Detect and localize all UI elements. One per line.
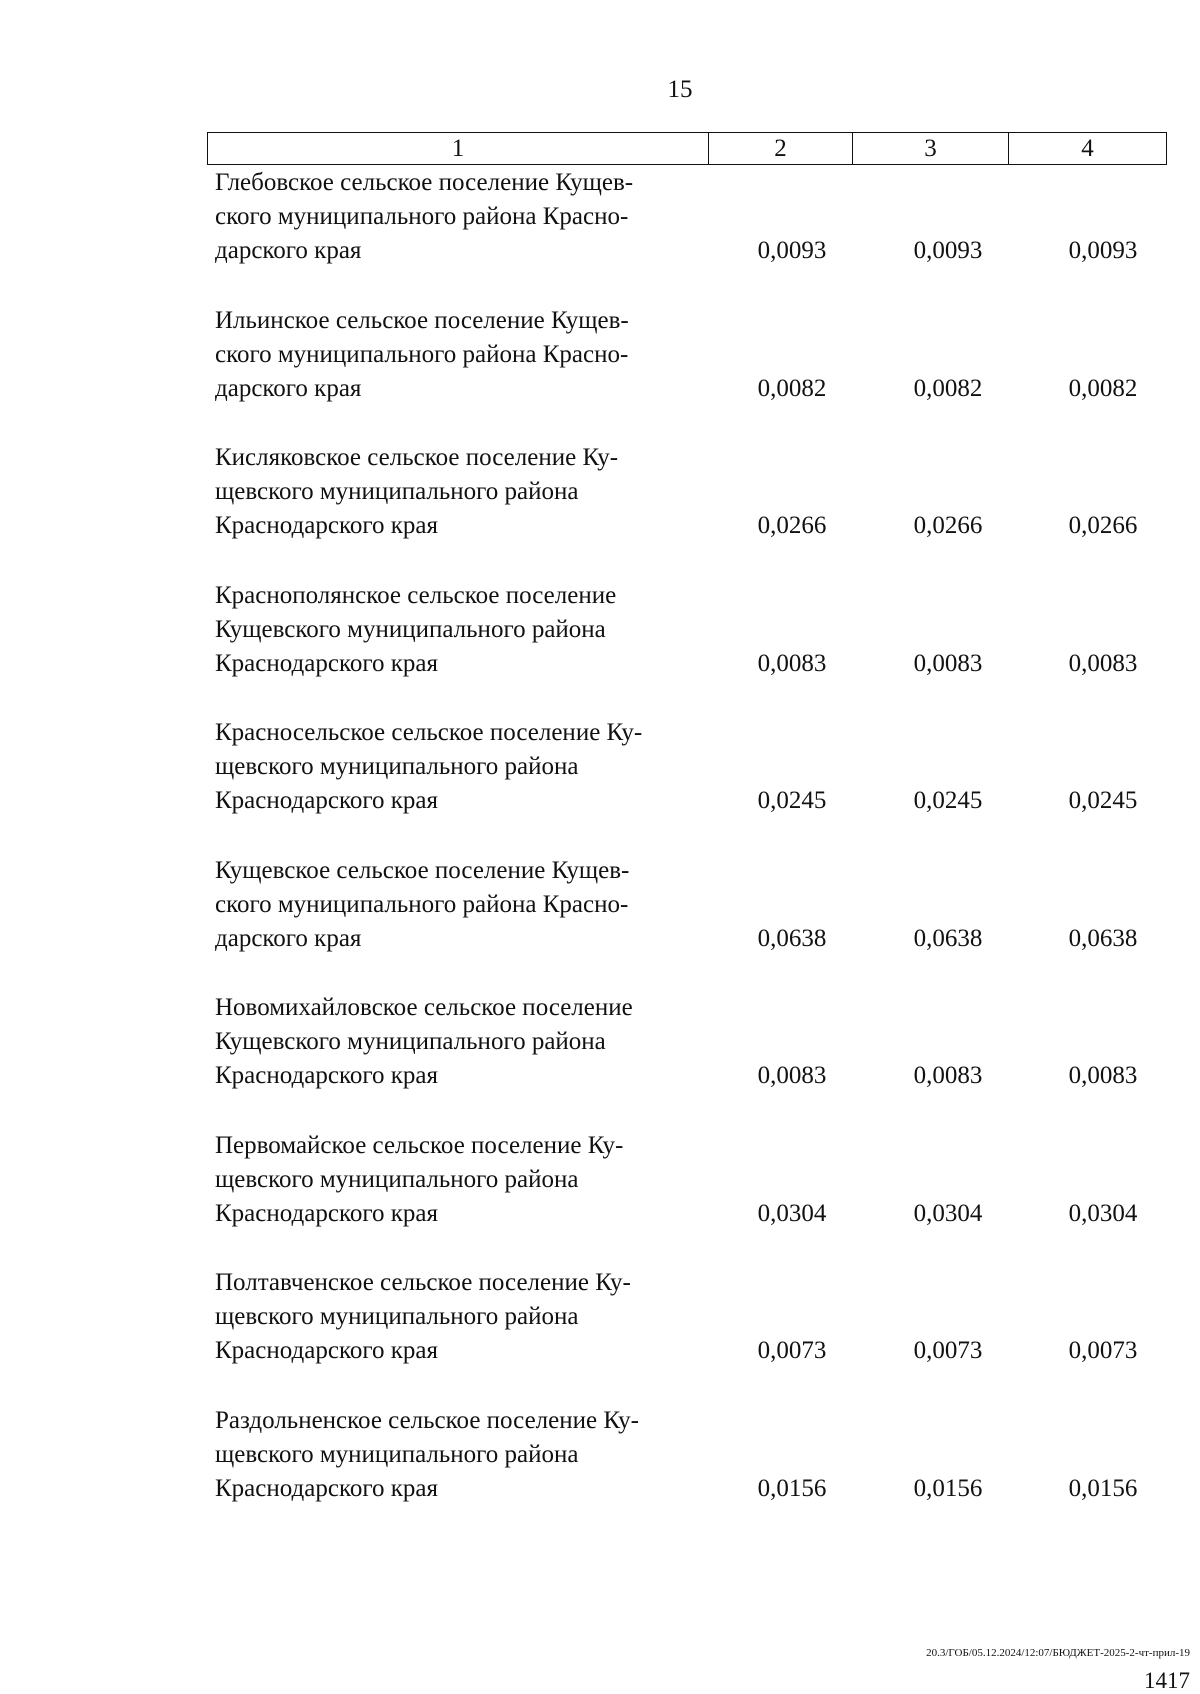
value-col-4: 0,0073 [1068, 1337, 1138, 1364]
value-col-2: 0,0082 [757, 374, 827, 402]
value-col-2: 0,0093 [757, 237, 827, 264]
value-col-3: 0,0266 [913, 512, 983, 539]
table-row [207, 854, 1167, 992]
value-col-4: 0,0093 [1068, 237, 1138, 264]
settlement-name: Раздольненское сельское поселение Ку- щевского муниципального района Краснодарского края [215, 1406, 639, 1502]
table-row [207, 166, 1167, 304]
document-code: 20.3/ГОБ/05.12.2024/12:07/БЮДЖЕТ-2025-2-чт-прил-19 [926, 1647, 1190, 1659]
table-row [207, 441, 1167, 579]
value-col-2: 0,0073 [757, 1337, 827, 1364]
value-col-2: 0,0304 [757, 1199, 827, 1227]
value-col-4: 0,0156 [1068, 1474, 1138, 1502]
value-col-3: 0,0073 [913, 1337, 983, 1364]
settlement-name: Первомайское сельское поселение Ку- щевского муниципального района Краснодарского края [215, 1131, 624, 1227]
table-row [207, 991, 1167, 1129]
value-col-3: 0,0638 [913, 924, 983, 952]
value-col-4: 0,0082 [1068, 374, 1138, 402]
table-body [207, 166, 1167, 1541]
value-col-3: 0,0082 [913, 374, 983, 402]
settlement-name: Ильинское сельское поселение Кущев- ского муниципального района Красно- дарского края [215, 306, 629, 402]
settlement-name: Кисляковское сельское поселение Ку- щевского муниципального района Краснодарского края [215, 444, 619, 539]
table-row [207, 304, 1167, 442]
value-col-3: 0,0156 [913, 1474, 983, 1502]
table-row [207, 1129, 1167, 1267]
settlement-name: Новомихайловское сельское поселение Кущевского муниципального района Краснодарского края [215, 994, 633, 1089]
value-col-4: 0,0304 [1068, 1199, 1138, 1227]
table-row [207, 579, 1167, 717]
value-col-4: 0,0638 [1068, 924, 1138, 952]
table-header [207, 132, 1167, 165]
header-col-2: 2 [709, 133, 853, 164]
value-col-3: 0,0245 [913, 787, 983, 814]
value-col-4: 0,0245 [1068, 787, 1138, 814]
header-col-1: 1 [208, 133, 709, 164]
footer-page-number: 1417 [1144, 1668, 1190, 1693]
value-col-2: 0,0083 [757, 1062, 827, 1089]
value-col-4: 0,0083 [1068, 649, 1138, 677]
value-col-3: 0,0083 [913, 1062, 983, 1089]
value-col-3: 0,0304 [913, 1199, 983, 1227]
value-col-4: 0,0266 [1068, 512, 1138, 539]
table-row [207, 1404, 1167, 1542]
page-number: 15 [667, 76, 693, 103]
settlement-name: Глебовское сельское поселение Кущев- ского муниципального района Красно- дарского края [215, 169, 634, 264]
value-col-2: 0,0083 [757, 649, 827, 677]
value-col-2: 0,0266 [757, 512, 827, 539]
value-col-3: 0,0093 [913, 237, 983, 264]
value-col-2: 0,0156 [757, 1474, 827, 1502]
value-col-2: 0,0245 [757, 787, 827, 814]
value-col-2: 0,0638 [757, 924, 827, 952]
header-col-3: 3 [853, 133, 1009, 164]
settlement-name: Полтавченское сельское поселение Ку- щевского муниципального района Краснодарского края [215, 1269, 631, 1364]
settlement-name: Краснополянское сельское поселение Кущевского муниципального района Краснодарского края [215, 581, 617, 677]
table-row [207, 716, 1167, 854]
header-col-4: 4 [1081, 135, 1094, 162]
settlement-name: Кущевское сельское поселение Кущев- ского муниципального района Красно- дарского края [215, 856, 630, 952]
settlement-name: Красносельское сельское поселение Ку- щевского муниципального района Краснодарского края [215, 719, 643, 814]
table-row [207, 1266, 1167, 1404]
value-col-4: 0,0083 [1068, 1062, 1138, 1089]
value-col-3: 0,0083 [913, 649, 983, 677]
